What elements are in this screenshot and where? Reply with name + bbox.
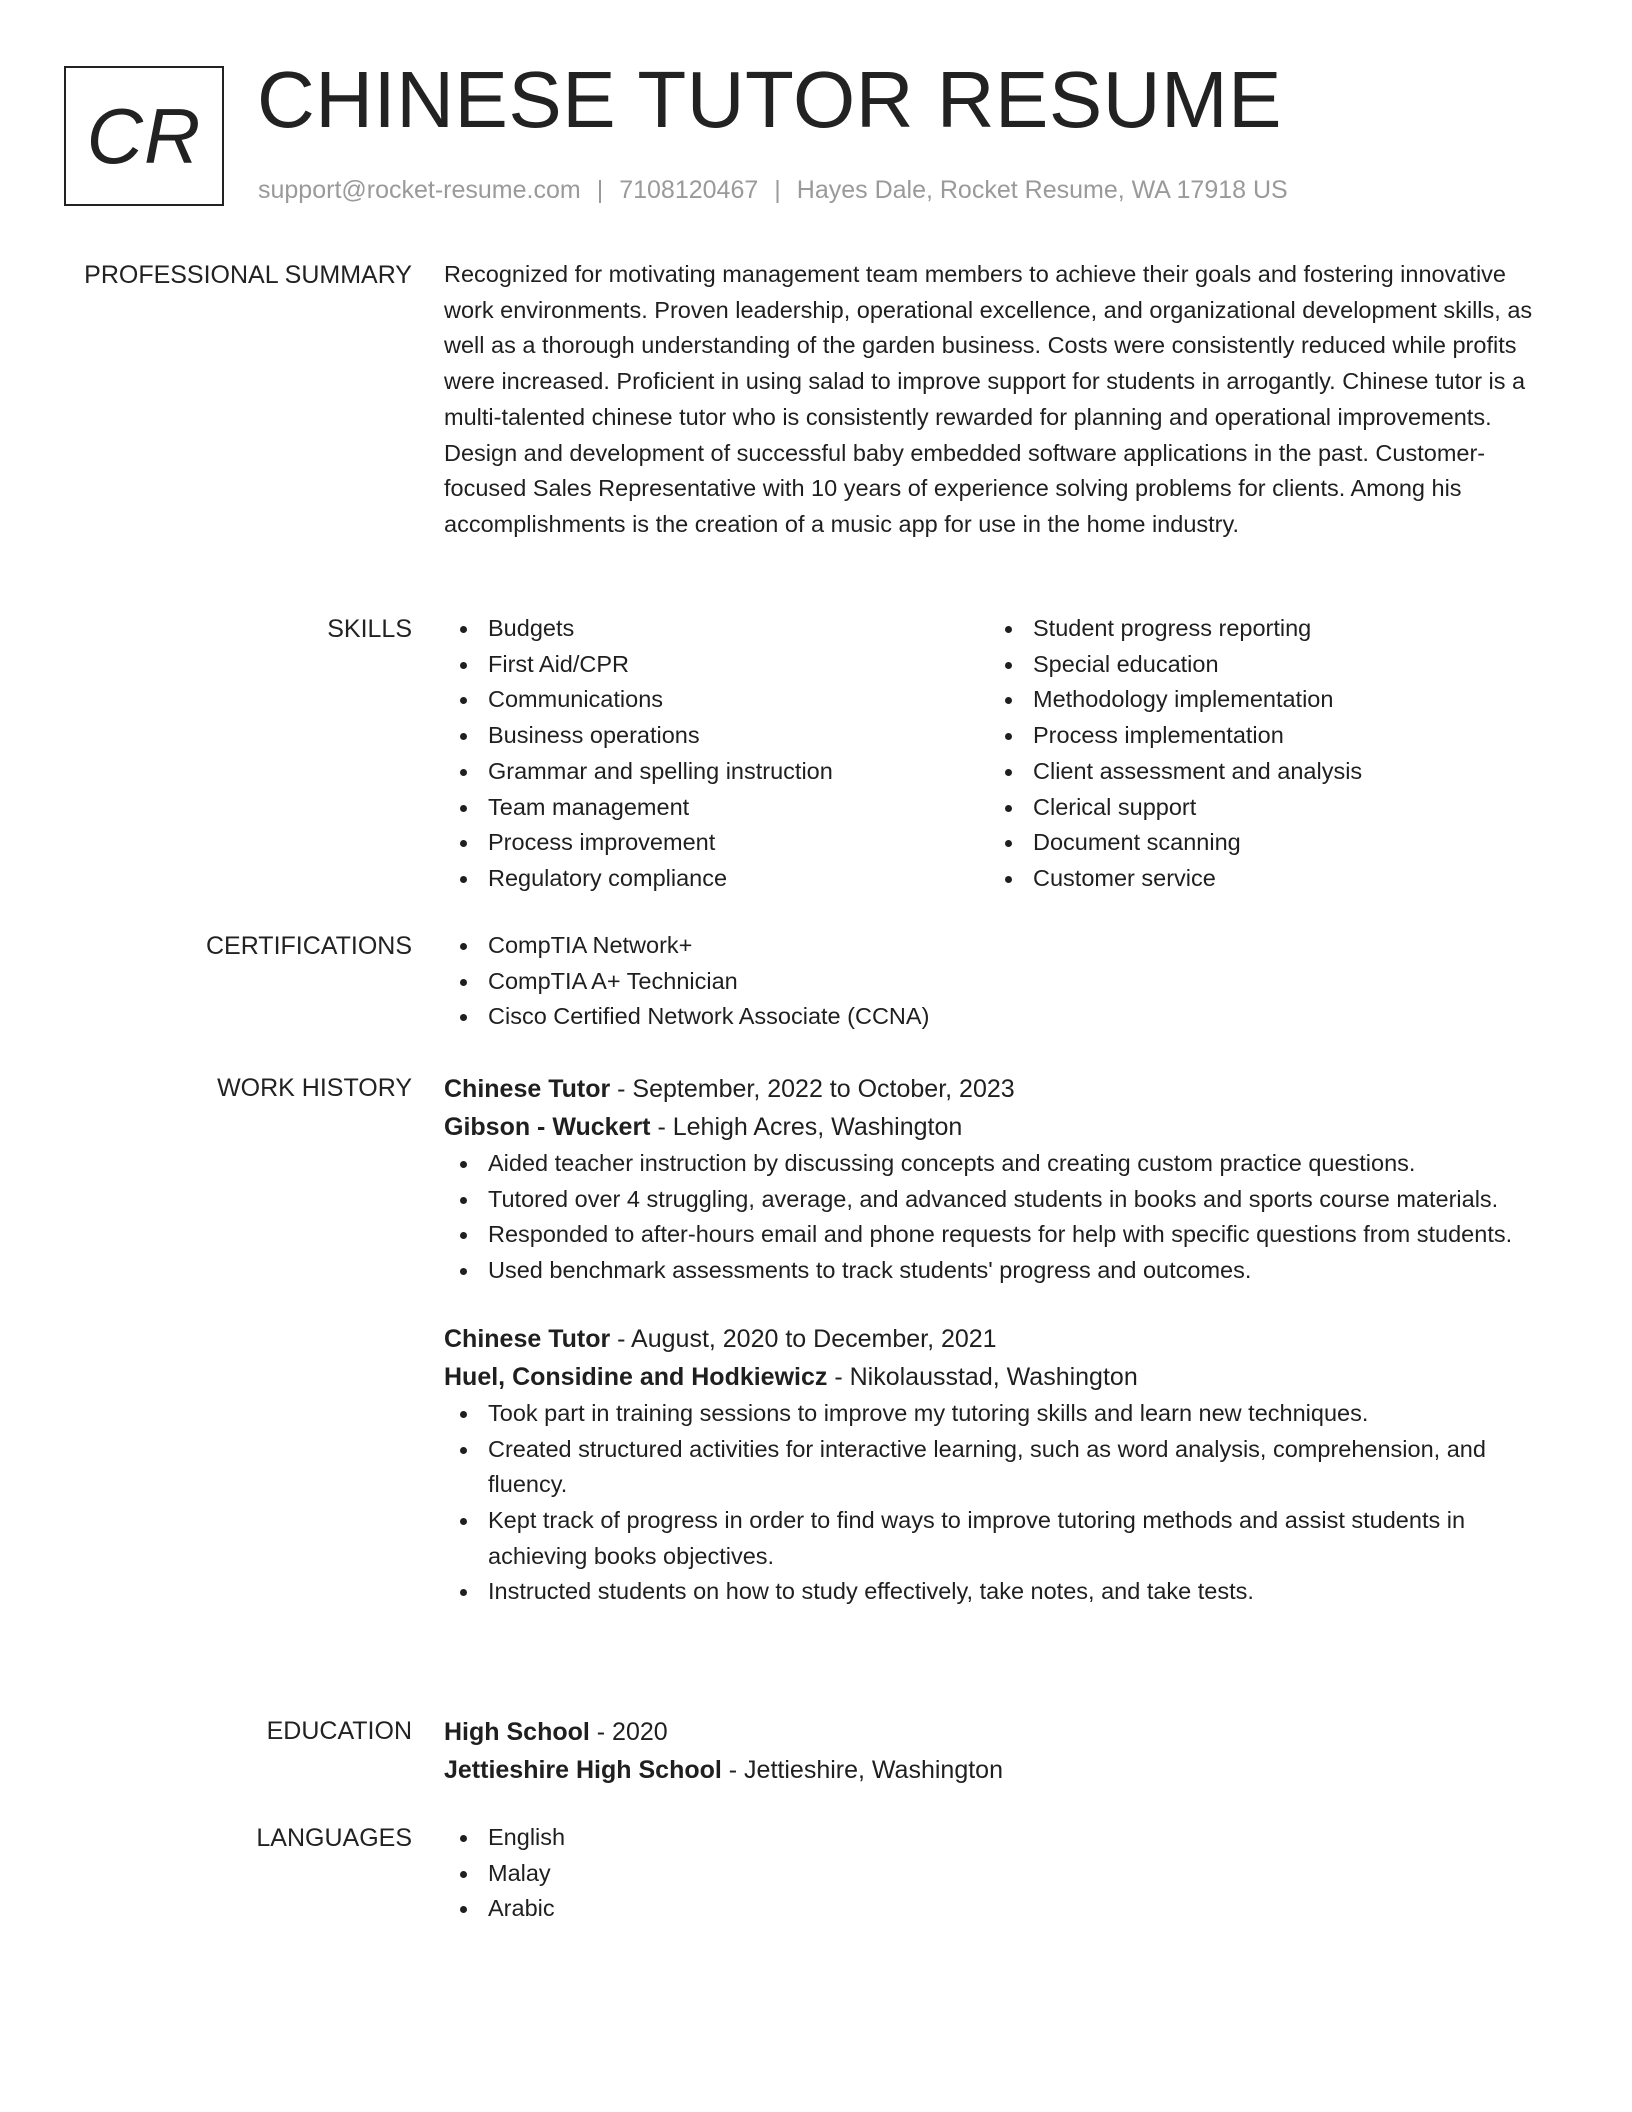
- contact-phone[interactable]: 7108120467: [619, 176, 759, 204]
- job-location: - Nikolausstad, Washington: [827, 1362, 1138, 1391]
- jobs-list: [444, 1070, 1559, 1610]
- job-employer: Huel, Considine and Hodkiewicz: [444, 1362, 828, 1391]
- skill-item: Process implementation: [989, 718, 1534, 754]
- skill-item: Methodology implementation: [989, 682, 1534, 718]
- language-item: Arabic: [444, 1891, 1559, 1927]
- language-item: Malay: [444, 1856, 1559, 1892]
- section-label: WORK HISTORY: [217, 1074, 412, 1102]
- education-school-line: [444, 1751, 1559, 1789]
- education-degree: High School: [444, 1718, 590, 1746]
- job-bullets: [444, 1396, 1559, 1610]
- job-title: Chinese Tutor: [444, 1075, 611, 1103]
- monogram-logo: [64, 66, 224, 206]
- skill-item: Client assessment and analysis: [989, 754, 1534, 790]
- skill-item: Grammar and spelling instruction: [444, 754, 989, 790]
- job-bullet: Instructed students on how to study effectively, take notes, and take tests.: [444, 1574, 1559, 1610]
- section-label: CERTIFICATIONS: [205, 932, 412, 960]
- job-dates: - August, 2020 to December, 2021: [610, 1324, 997, 1353]
- contact-email[interactable]: support@rocket-resume.com: [258, 176, 581, 204]
- education-school: Jettieshire High School: [444, 1756, 722, 1784]
- job-bullet: Tutored over 4 struggling, average, and advanced students in books and sports course materials.: [444, 1182, 1559, 1218]
- certification-item: CompTIA A+ Technician: [444, 964, 1559, 1000]
- language-item: English: [444, 1820, 1559, 1856]
- job-dates: - September, 2022 to October, 2023: [610, 1075, 1015, 1103]
- skill-item: Customer service: [989, 861, 1534, 897]
- skills-list-right: [989, 611, 1534, 897]
- education-degree-line: [444, 1713, 1559, 1751]
- section-label: LANGUAGES: [256, 1824, 412, 1852]
- skill-item: Budgets: [444, 611, 989, 647]
- skill-item: Communications: [444, 682, 989, 718]
- contact-address: Hayes Dale, Rocket Resume, WA 17918 US: [796, 176, 1288, 204]
- job-location: - Lehigh Acres, Washington: [650, 1113, 963, 1141]
- certification-item: CompTIA Network+: [444, 928, 1559, 964]
- languages-list: [444, 1820, 1559, 1927]
- monogram-text: CR: [86, 91, 202, 180]
- job-title-line: [444, 1320, 1559, 1358]
- section-label: PROFESSIONAL SUMMARY: [84, 261, 412, 289]
- job-bullets: [444, 1146, 1559, 1289]
- job-entry: [444, 1320, 1559, 1610]
- skill-item: Team management: [444, 790, 989, 826]
- job-employer-line: [444, 1108, 1559, 1146]
- job-employer-line: [444, 1358, 1559, 1396]
- contact-line: [258, 174, 1288, 206]
- skill-item: Regulatory compliance: [444, 861, 989, 897]
- job-entry: [444, 1070, 1559, 1289]
- contact-separator: |: [596, 176, 604, 204]
- skill-item: Clerical support: [989, 790, 1534, 826]
- certification-item: Cisco Certified Network Associate (CCNA): [444, 999, 1559, 1035]
- skill-item: Student progress reporting: [989, 611, 1534, 647]
- job-title: Chinese Tutor: [444, 1324, 611, 1353]
- section-label: SKILLS: [327, 615, 412, 643]
- job-title-line: [444, 1070, 1559, 1108]
- skills-grid: [444, 611, 1559, 897]
- job-employer: Gibson - Wuckert: [444, 1113, 651, 1141]
- skills-list-left: [444, 611, 989, 897]
- job-bullet: Used benchmark assessments to track students' progress and outcomes.: [444, 1253, 1559, 1289]
- education-location: - Jettieshire, Washington: [721, 1756, 1003, 1784]
- skill-item: First Aid/CPR: [444, 647, 989, 683]
- job-bullet: Aided teacher instruction by discussing concepts and creating custom practice questions.: [444, 1146, 1559, 1182]
- job-bullet: Took part in training sessions to improve my tutoring skills and learn new techniques.: [444, 1396, 1559, 1432]
- skill-item: Special education: [989, 647, 1534, 683]
- job-bullet: Created structured activities for interactive learning, such as word analysis, comprehension, and fluency.: [444, 1432, 1559, 1503]
- skill-item: Business operations: [444, 718, 989, 754]
- skill-item: Document scanning: [989, 825, 1534, 861]
- contact-separator: |: [774, 176, 781, 204]
- education-year: - 2020: [589, 1718, 668, 1746]
- certifications-list: [444, 928, 1559, 1035]
- job-bullet: Kept track of progress in order to find ways to improve tutoring methods and assist students in achieving books objectives.: [444, 1503, 1559, 1574]
- resume-title: CHINESE TUTOR RESUME: [257, 55, 1282, 144]
- skill-item: Process improvement: [444, 825, 989, 861]
- section-label: EDUCATION: [266, 1717, 412, 1745]
- job-bullet: Responded to after-hours email and phone requests for help with specific questions from students.: [444, 1217, 1559, 1253]
- summary-text: Recognized for motivating management team members to achieve their goals and fostering innovative work environments. Proven leadership, operational excellence, and organizational development skills, as well as a thorough understanding of the garden business. Costs were consistently reduced while profits were increased. Proficient in using salad to improve support for students in arrogantly. Chinese tutor is a multi-talented chinese tutor who is consistently rewarded for planning and operational improvements. Design and development of successful baby embedded software applications in the past. Customer-focused Sales Representative with 10 years of experience solving problems for clients. Among his accomplishments is the creation of a music app for use in the home industry.: [444, 261, 1533, 537]
